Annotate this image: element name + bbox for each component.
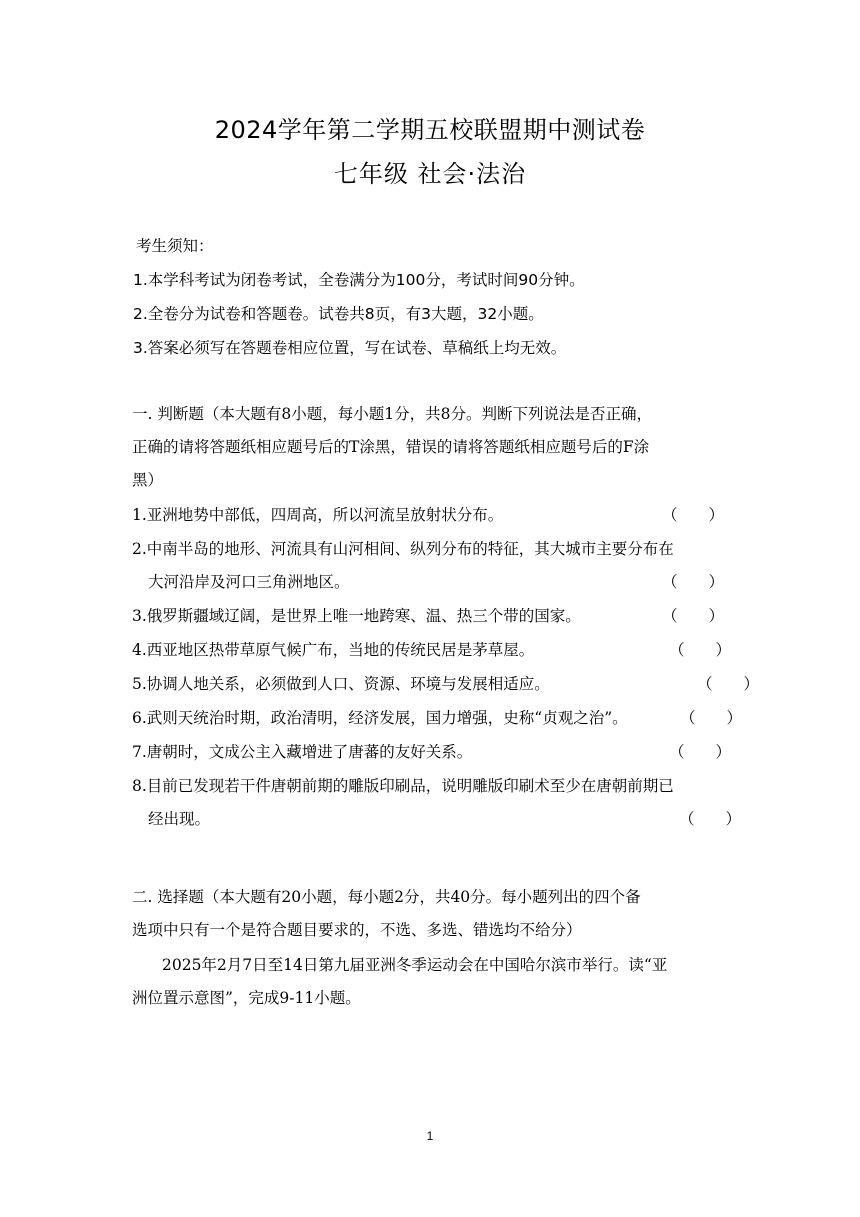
question-text: 4.西亚地区热带草原气候广布，当地的传统民居是茅草屋。 — [132, 641, 535, 659]
question-text: 8.目前已发现若干件唐朝前期的雕版印刷品，说明雕版印刷术至少在唐朝前期已 — [132, 777, 674, 795]
passage-line: 2025年2月7日至14日第九届亚洲冬季运动会在中国哈尔滨市举行。读“亚 — [162, 956, 668, 974]
question-text: 5.协调人地关系，必须做到人口、资源、环境与发展相适应。 — [132, 675, 550, 693]
answer-blank: （ ） — [669, 743, 732, 761]
section1-intro-line: 正确的请将答题纸相应题号后的T涂黑，错误的请将答题纸相应题号后的F涂 — [132, 438, 650, 456]
answer-blank: （ ） — [669, 641, 732, 659]
section2-intro-line: 二. 选择题（本大题有20小题，每小题2分，共40分。每小题列出的四个备 — [132, 888, 641, 906]
question-text: 3.俄罗斯疆域辽阔，是世界上唯一地跨寒、温、热三个带的国家。 — [132, 607, 581, 625]
section2-intro-line: 选项中只有一个是符合题目要求的，不选、多选、错选均不给分） — [132, 921, 582, 939]
passage-line: 洲位置示意图”，完成9-11小题。 — [132, 989, 361, 1007]
question-text: 6.武则天统治时期，政治清明，经济发展，国力增强，史称“贞观之治”。 — [132, 709, 628, 727]
question-text: 大河沿岸及河口三角洲地区。 — [148, 573, 350, 591]
answer-blank: （ ） — [679, 810, 742, 828]
question-text: 7.唐朝时，文成公主入藏增进了唐蕃的友好关系。 — [132, 743, 473, 761]
exam-title: 2024学年第二学期五校联盟期中测试卷 — [214, 116, 646, 144]
exam-subtitle: 七年级 社会·法治 — [333, 160, 527, 188]
answer-blank: （ ） — [662, 573, 725, 591]
answer-blank: （ ） — [680, 709, 743, 727]
section1-intro-line: 黑） — [132, 471, 164, 489]
question-text: 2.中南半岛的地形、河流具有山河相间、纵列分布的特征，其大城市主要分布在 — [132, 540, 674, 558]
notice-item: 1.本学科考试为闭卷考试，全卷满分为100分，考试时间90分钟。 — [133, 271, 585, 289]
answer-blank: （ ） — [662, 607, 725, 625]
answer-blank: （ ） — [697, 675, 760, 693]
notice-item: 3.答案必须写在答题卷相应位置，写在试卷、草稿纸上均无效。 — [133, 339, 567, 357]
question-text: 1.亚洲地势中部低，四周高，所以河流呈放射状分布。 — [132, 506, 504, 524]
notice-item: 2.全卷分为试卷和答题卷。试卷共8页，有3大题，32小题。 — [133, 305, 544, 323]
question-text: 经出现。 — [148, 810, 211, 828]
notice-heading: 考生须知： — [136, 237, 214, 255]
answer-blank: （ ） — [662, 506, 725, 524]
section1-intro-line: 一. 判断题（本大题有8小题，每小题1分，共8分。判断下列说法是否正确， — [132, 405, 652, 423]
page-number: 1 — [426, 1129, 434, 1143]
